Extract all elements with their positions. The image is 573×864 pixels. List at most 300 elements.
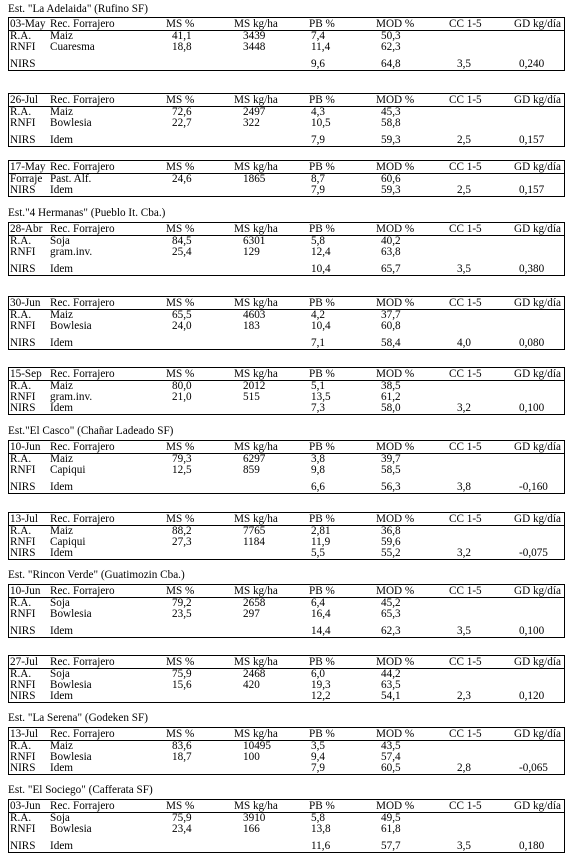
header-ms-percent: MS % <box>166 223 195 235</box>
row-label: RNFI <box>10 608 36 620</box>
pb-percent: 5,8 <box>311 812 325 824</box>
header-ms-kg-ha: MS kg/ha <box>234 18 278 30</box>
ms-kg-ha: 3910 <box>243 812 266 824</box>
header-gd: GD kg/día <box>514 513 561 525</box>
table-header <box>9 223 564 236</box>
forage-name: gram.inv. <box>50 246 93 258</box>
sampling-table <box>8 512 565 560</box>
header-pb-percent: PB % <box>309 94 335 106</box>
header-cc: CC 1-5 <box>449 368 482 380</box>
ms-percent: 79,3 <box>172 453 192 465</box>
ms-kg-ha: 100 <box>243 751 260 763</box>
mod-percent: 57,4 <box>381 751 401 763</box>
cc-score: 3,2 <box>457 547 471 559</box>
table-row <box>9 741 564 752</box>
cc-score: 3,5 <box>457 58 471 70</box>
header-cc: CC 1-5 <box>449 161 482 173</box>
forage-name: Maiz <box>50 309 73 321</box>
table-row <box>9 537 564 548</box>
table-row <box>9 392 564 403</box>
row-label: NIRS <box>10 840 36 852</box>
table-row <box>9 609 564 620</box>
row-label: NIRS <box>10 263 36 275</box>
sampling-table <box>8 440 565 494</box>
row-label: R.A. <box>10 597 32 609</box>
row-label: RNFI <box>10 464 36 476</box>
forage-name: Idem <box>50 263 73 275</box>
ms-kg-ha: 322 <box>243 117 260 129</box>
table-row <box>9 841 564 852</box>
mod-percent: 61,2 <box>381 391 401 403</box>
row-label: R.A. <box>10 309 32 321</box>
header-cc: CC 1-5 <box>449 94 482 106</box>
pb-percent: 4,2 <box>311 309 325 321</box>
table-row <box>9 381 564 392</box>
sample-date: 03-Jun <box>10 800 41 812</box>
forage-name: Idem <box>50 184 73 196</box>
table-row <box>9 691 564 702</box>
forage-name: Bowlesia <box>50 823 92 835</box>
forage-name: Idem <box>50 762 73 774</box>
table-row <box>9 669 564 680</box>
header-mod-percent: MOD % <box>376 800 415 812</box>
forage-name: Maiz <box>50 525 73 537</box>
header-ms-percent: MS % <box>166 161 195 173</box>
sampling-table <box>8 296 565 350</box>
ms-percent: 24,0 <box>172 320 192 332</box>
header-ms-kg-ha: MS kg/ha <box>234 161 278 173</box>
header-ms-kg-ha: MS kg/ha <box>234 656 278 668</box>
forage-name: Capiqui <box>50 464 86 476</box>
sample-date: 15-Sep <box>10 368 42 380</box>
table-row <box>9 763 564 774</box>
mod-percent: 49,5 <box>381 812 401 824</box>
cc-score: 4,0 <box>457 337 471 349</box>
sample-date: 13-Jul <box>10 513 38 525</box>
row-label: R.A. <box>10 812 32 824</box>
row-label: NIRS <box>10 134 36 146</box>
pb-percent: 7,4 <box>311 30 325 42</box>
header-rec-forrajero: Rec. Forrajero <box>50 223 115 235</box>
ms-kg-ha: 10495 <box>243 740 271 752</box>
ms-kg-ha: 1865 <box>243 173 266 185</box>
row-label: RNFI <box>10 117 36 129</box>
table-row <box>9 813 564 824</box>
ms-kg-ha: 3448 <box>243 41 266 53</box>
ms-percent: 79,2 <box>172 597 192 609</box>
row-label: Forraje <box>10 173 43 185</box>
mod-percent: 63,5 <box>381 679 401 691</box>
header-rec-forrajero: Rec. Forrajero <box>50 94 115 106</box>
mod-percent: 64,8 <box>381 58 401 70</box>
row-label: NIRS <box>10 762 36 774</box>
header-pb-percent: PB % <box>309 585 335 597</box>
pb-percent: 13,5 <box>311 391 331 403</box>
table-header <box>9 585 564 598</box>
header-pb-percent: PB % <box>309 656 335 668</box>
table-row <box>9 338 564 349</box>
ms-percent: 27,3 <box>172 536 192 548</box>
pb-percent: 4,3 <box>311 106 325 118</box>
header-mod-percent: MOD % <box>376 297 415 309</box>
table-header <box>9 441 564 454</box>
ms-kg-ha: 297 <box>243 608 260 620</box>
table-row <box>9 465 564 476</box>
ms-percent: 18,8 <box>172 41 192 53</box>
sampling-table <box>8 655 565 703</box>
sample-date: 17-May <box>10 161 46 173</box>
header-gd: GD kg/día <box>514 656 561 668</box>
forage-name: Idem <box>50 625 73 637</box>
header-gd: GD kg/día <box>514 728 561 740</box>
ms-kg-ha: 2468 <box>243 668 266 680</box>
pb-percent: 10,4 <box>311 263 331 275</box>
forage-name: Idem <box>50 690 73 702</box>
row-label: RNFI <box>10 823 36 835</box>
pb-percent: 5,5 <box>311 547 325 559</box>
pb-percent: 8,7 <box>311 173 325 185</box>
header-cc: CC 1-5 <box>449 441 482 453</box>
ms-kg-ha: 515 <box>243 391 260 403</box>
header-ms-kg-ha: MS kg/ha <box>234 368 278 380</box>
cc-score: 3,2 <box>457 402 471 414</box>
forage-name: Maiz <box>50 453 73 465</box>
header-rec-forrajero: Rec. Forrajero <box>50 161 115 173</box>
header-cc: CC 1-5 <box>449 728 482 740</box>
mod-percent: 43,5 <box>381 740 401 752</box>
mod-percent: 39,7 <box>381 453 401 465</box>
forage-name: Idem <box>50 481 73 493</box>
header-ms-percent: MS % <box>166 585 195 597</box>
header-pb-percent: PB % <box>309 728 335 740</box>
ms-percent: 24,6 <box>172 173 192 185</box>
gd-kg-day: 0,157 <box>519 134 545 146</box>
mod-percent: 58,8 <box>381 117 401 129</box>
table-row <box>9 107 564 118</box>
table-row <box>9 752 564 763</box>
sample-date: 03-May <box>10 18 46 30</box>
header-ms-kg-ha: MS kg/ha <box>234 728 278 740</box>
gd-kg-day: 0,080 <box>519 337 545 349</box>
row-label: NIRS <box>10 625 36 637</box>
header-gd: GD kg/día <box>514 161 561 173</box>
header-ms-kg-ha: MS kg/ha <box>234 223 278 235</box>
sampling-table <box>8 727 565 775</box>
ms-percent: 23,4 <box>172 823 192 835</box>
header-gd: GD kg/día <box>514 94 561 106</box>
forage-name: Soja <box>50 597 70 609</box>
header-mod-percent: MOD % <box>376 18 415 30</box>
table-row <box>9 135 564 146</box>
ms-kg-ha: 420 <box>243 679 260 691</box>
header-cc: CC 1-5 <box>449 656 482 668</box>
gd-kg-day: 0,380 <box>519 263 545 275</box>
ms-kg-ha: 129 <box>243 246 260 258</box>
table-header <box>9 513 564 526</box>
pb-percent: 3,8 <box>311 453 325 465</box>
pb-percent: 3,5 <box>311 740 325 752</box>
ms-kg-ha: 2012 <box>243 380 266 392</box>
pb-percent: 13,8 <box>311 823 331 835</box>
gd-kg-day: 0,120 <box>519 690 545 702</box>
establishment-title: Est. "El Sociego" (Cafferata SF) <box>8 784 153 796</box>
mod-percent: 62,3 <box>381 41 401 53</box>
mod-percent: 65,7 <box>381 263 401 275</box>
establishment-title: Est. "La Adelaida" (Rufino SF) <box>8 3 148 15</box>
header-cc: CC 1-5 <box>449 223 482 235</box>
mod-percent: 50,3 <box>381 30 401 42</box>
sampling-table <box>8 799 565 853</box>
row-label: R.A. <box>10 380 32 392</box>
row-label: RNFI <box>10 391 36 403</box>
table-row <box>9 626 564 637</box>
pb-percent: 12,4 <box>311 246 331 258</box>
sample-date: 10-Jun <box>10 585 41 597</box>
header-mod-percent: MOD % <box>376 441 415 453</box>
establishment-title: Est. "Rincon Verde" (Guatimozin Cba.) <box>8 569 185 581</box>
header-ms-kg-ha: MS kg/ha <box>234 585 278 597</box>
table-row <box>9 42 564 53</box>
sampling-table <box>8 222 565 276</box>
mod-percent: 58,4 <box>381 337 401 349</box>
forage-name: Bowlesia <box>50 117 92 129</box>
row-label: RNFI <box>10 679 36 691</box>
cc-score: 3,8 <box>457 481 471 493</box>
cc-score: 3,5 <box>457 625 471 637</box>
row-label: NIRS <box>10 337 36 349</box>
table-row <box>9 174 564 185</box>
row-label: NIRS <box>10 690 36 702</box>
header-pb-percent: PB % <box>309 297 335 309</box>
header-cc: CC 1-5 <box>449 800 482 812</box>
mod-percent: 65,3 <box>381 608 401 620</box>
ms-percent: 23,5 <box>172 608 192 620</box>
ms-percent: 72,6 <box>172 106 192 118</box>
ms-kg-ha: 859 <box>243 464 260 476</box>
header-mod-percent: MOD % <box>376 513 415 525</box>
row-label: RNFI <box>10 41 36 53</box>
header-mod-percent: MOD % <box>376 585 415 597</box>
forage-name: Idem <box>50 840 73 852</box>
table-row <box>9 454 564 465</box>
header-gd: GD kg/día <box>514 18 561 30</box>
mod-percent: 62,3 <box>381 625 401 637</box>
pb-percent: 5,1 <box>311 380 325 392</box>
pb-percent: 9,8 <box>311 464 325 476</box>
header-gd: GD kg/día <box>514 297 561 309</box>
row-label: R.A. <box>10 668 32 680</box>
mod-percent: 45,3 <box>381 106 401 118</box>
table-row <box>9 482 564 493</box>
forage-name: Soja <box>50 668 70 680</box>
table-row <box>9 236 564 247</box>
ms-percent: 83,6 <box>172 740 192 752</box>
mod-percent: 40,2 <box>381 235 401 247</box>
header-ms-percent: MS % <box>166 728 195 740</box>
pb-percent: 11,9 <box>311 536 331 548</box>
pb-percent: 10,4 <box>311 320 331 332</box>
header-gd: GD kg/día <box>514 585 561 597</box>
ms-percent: 25,4 <box>172 246 192 258</box>
header-ms-percent: MS % <box>166 513 195 525</box>
pb-percent: 11,6 <box>311 840 331 852</box>
header-cc: CC 1-5 <box>449 585 482 597</box>
row-label: R.A. <box>10 106 32 118</box>
header-ms-percent: MS % <box>166 368 195 380</box>
ms-percent: 75,9 <box>172 812 192 824</box>
header-pb-percent: PB % <box>309 223 335 235</box>
mod-percent: 63,8 <box>381 246 401 258</box>
ms-percent: 80,0 <box>172 380 192 392</box>
header-ms-percent: MS % <box>166 297 195 309</box>
row-label: NIRS <box>10 402 36 414</box>
forage-name: Maiz <box>50 740 73 752</box>
row-label: R.A. <box>10 453 32 465</box>
row-label: R.A. <box>10 740 32 752</box>
pb-percent: 7,9 <box>311 762 325 774</box>
ms-percent: 41,1 <box>172 30 192 42</box>
ms-kg-ha: 2497 <box>243 106 266 118</box>
table-row <box>9 824 564 835</box>
mod-percent: 60,6 <box>381 173 401 185</box>
mod-percent: 44,2 <box>381 668 401 680</box>
pb-percent: 7,9 <box>311 184 325 196</box>
establishment-title: Est."4 Hermanas" (Pueblo It. Cba.) <box>8 207 166 219</box>
pb-percent: 2,81 <box>311 525 331 537</box>
pb-percent: 6,4 <box>311 597 325 609</box>
header-rec-forrajero: Rec. Forrajero <box>50 800 115 812</box>
gd-kg-day: 0,157 <box>519 184 545 196</box>
header-ms-percent: MS % <box>166 94 195 106</box>
header-mod-percent: MOD % <box>376 368 415 380</box>
header-pb-percent: PB % <box>309 368 335 380</box>
cc-score: 2,5 <box>457 184 471 196</box>
ms-percent: 12,5 <box>172 464 192 476</box>
header-ms-percent: MS % <box>166 441 195 453</box>
header-mod-percent: MOD % <box>376 94 415 106</box>
table-row <box>9 321 564 332</box>
mod-percent: 38,5 <box>381 380 401 392</box>
table-header <box>9 368 564 381</box>
ms-percent: 15,6 <box>172 679 192 691</box>
gd-kg-day: 0,100 <box>519 625 545 637</box>
sample-date: 10-Jun <box>10 441 41 453</box>
header-rec-forrajero: Rec. Forrajero <box>50 728 115 740</box>
header-rec-forrajero: Rec. Forrajero <box>50 656 115 668</box>
mod-percent: 56,3 <box>381 481 401 493</box>
mod-percent: 59,3 <box>381 134 401 146</box>
ms-percent: 22,7 <box>172 117 192 129</box>
ms-kg-ha: 4603 <box>243 309 266 321</box>
row-label: NIRS <box>10 547 36 559</box>
forage-name: Maiz <box>50 30 73 42</box>
forage-name: Maiz <box>50 106 73 118</box>
header-ms-kg-ha: MS kg/ha <box>234 441 278 453</box>
row-label: NIRS <box>10 58 36 70</box>
forage-name: Bowlesia <box>50 320 92 332</box>
table-row <box>9 118 564 129</box>
forage-name: Soja <box>50 235 70 247</box>
pb-percent: 10,5 <box>311 117 331 129</box>
row-label: NIRS <box>10 481 36 493</box>
pb-percent: 9,4 <box>311 751 325 763</box>
header-gd: GD kg/día <box>514 800 561 812</box>
forage-name: Bowlesia <box>50 608 92 620</box>
forage-name: Capiqui <box>50 536 86 548</box>
header-mod-percent: MOD % <box>376 728 415 740</box>
pb-percent: 11,4 <box>311 41 331 53</box>
header-rec-forrajero: Rec. Forrajero <box>50 368 115 380</box>
header-ms-percent: MS % <box>166 18 195 30</box>
header-rec-forrajero: Rec. Forrajero <box>50 297 115 309</box>
header-gd: GD kg/día <box>514 223 561 235</box>
table-row <box>9 548 564 559</box>
forage-name: Idem <box>50 337 73 349</box>
ms-percent: 88,2 <box>172 525 192 537</box>
gd-kg-day: 0,100 <box>519 402 545 414</box>
header-pb-percent: PB % <box>309 18 335 30</box>
cc-score: 2,8 <box>457 762 471 774</box>
row-label: RNFI <box>10 536 36 548</box>
header-ms-percent: MS % <box>166 800 195 812</box>
mod-percent: 58,0 <box>381 402 401 414</box>
gd-kg-day: 0,240 <box>519 58 545 70</box>
pb-percent: 14,4 <box>311 625 331 637</box>
sample-date: 30-Jun <box>10 297 41 309</box>
ms-kg-ha: 166 <box>243 823 260 835</box>
cc-score: 3,5 <box>457 840 471 852</box>
pb-percent: 7,3 <box>311 402 325 414</box>
table-header <box>9 728 564 741</box>
header-cc: CC 1-5 <box>449 297 482 309</box>
gd-kg-day: 0,180 <box>519 840 545 852</box>
table-header <box>9 800 564 813</box>
header-pb-percent: PB % <box>309 513 335 525</box>
header-ms-kg-ha: MS kg/ha <box>234 297 278 309</box>
cc-score: 2,5 <box>457 134 471 146</box>
header-mod-percent: MOD % <box>376 656 415 668</box>
header-pb-percent: PB % <box>309 441 335 453</box>
mod-percent: 36,8 <box>381 525 401 537</box>
row-label: R.A. <box>10 235 32 247</box>
pb-percent: 12,2 <box>311 690 331 702</box>
establishment-title: Est. "La Serena" (Godeken SF) <box>8 712 148 724</box>
header-rec-forrajero: Rec. Forrajero <box>50 513 115 525</box>
mod-percent: 57,7 <box>381 840 401 852</box>
pb-percent: 9,6 <box>311 58 325 70</box>
ms-kg-ha: 7765 <box>243 525 266 537</box>
forage-name: Idem <box>50 134 73 146</box>
mod-percent: 55,2 <box>381 547 401 559</box>
sample-date: 26-Jul <box>10 94 38 106</box>
establishment-title: Est."El Casco" (Chañar Ladeado SF) <box>8 425 174 437</box>
header-gd: GD kg/día <box>514 368 561 380</box>
row-label: RNFI <box>10 751 36 763</box>
table-header <box>9 94 564 107</box>
table-row <box>9 264 564 275</box>
sampling-table <box>8 584 565 638</box>
sampling-table <box>8 367 565 415</box>
gd-kg-day: -0,075 <box>519 547 548 559</box>
header-rec-forrajero: Rec. Forrajero <box>50 441 115 453</box>
header-ms-kg-ha: MS kg/ha <box>234 800 278 812</box>
mod-percent: 60,5 <box>381 762 401 774</box>
header-pb-percent: PB % <box>309 161 335 173</box>
header-mod-percent: MOD % <box>376 223 415 235</box>
ms-kg-ha: 1184 <box>243 536 265 548</box>
header-ms-kg-ha: MS kg/ha <box>234 94 278 106</box>
ms-kg-ha: 6301 <box>243 235 266 247</box>
